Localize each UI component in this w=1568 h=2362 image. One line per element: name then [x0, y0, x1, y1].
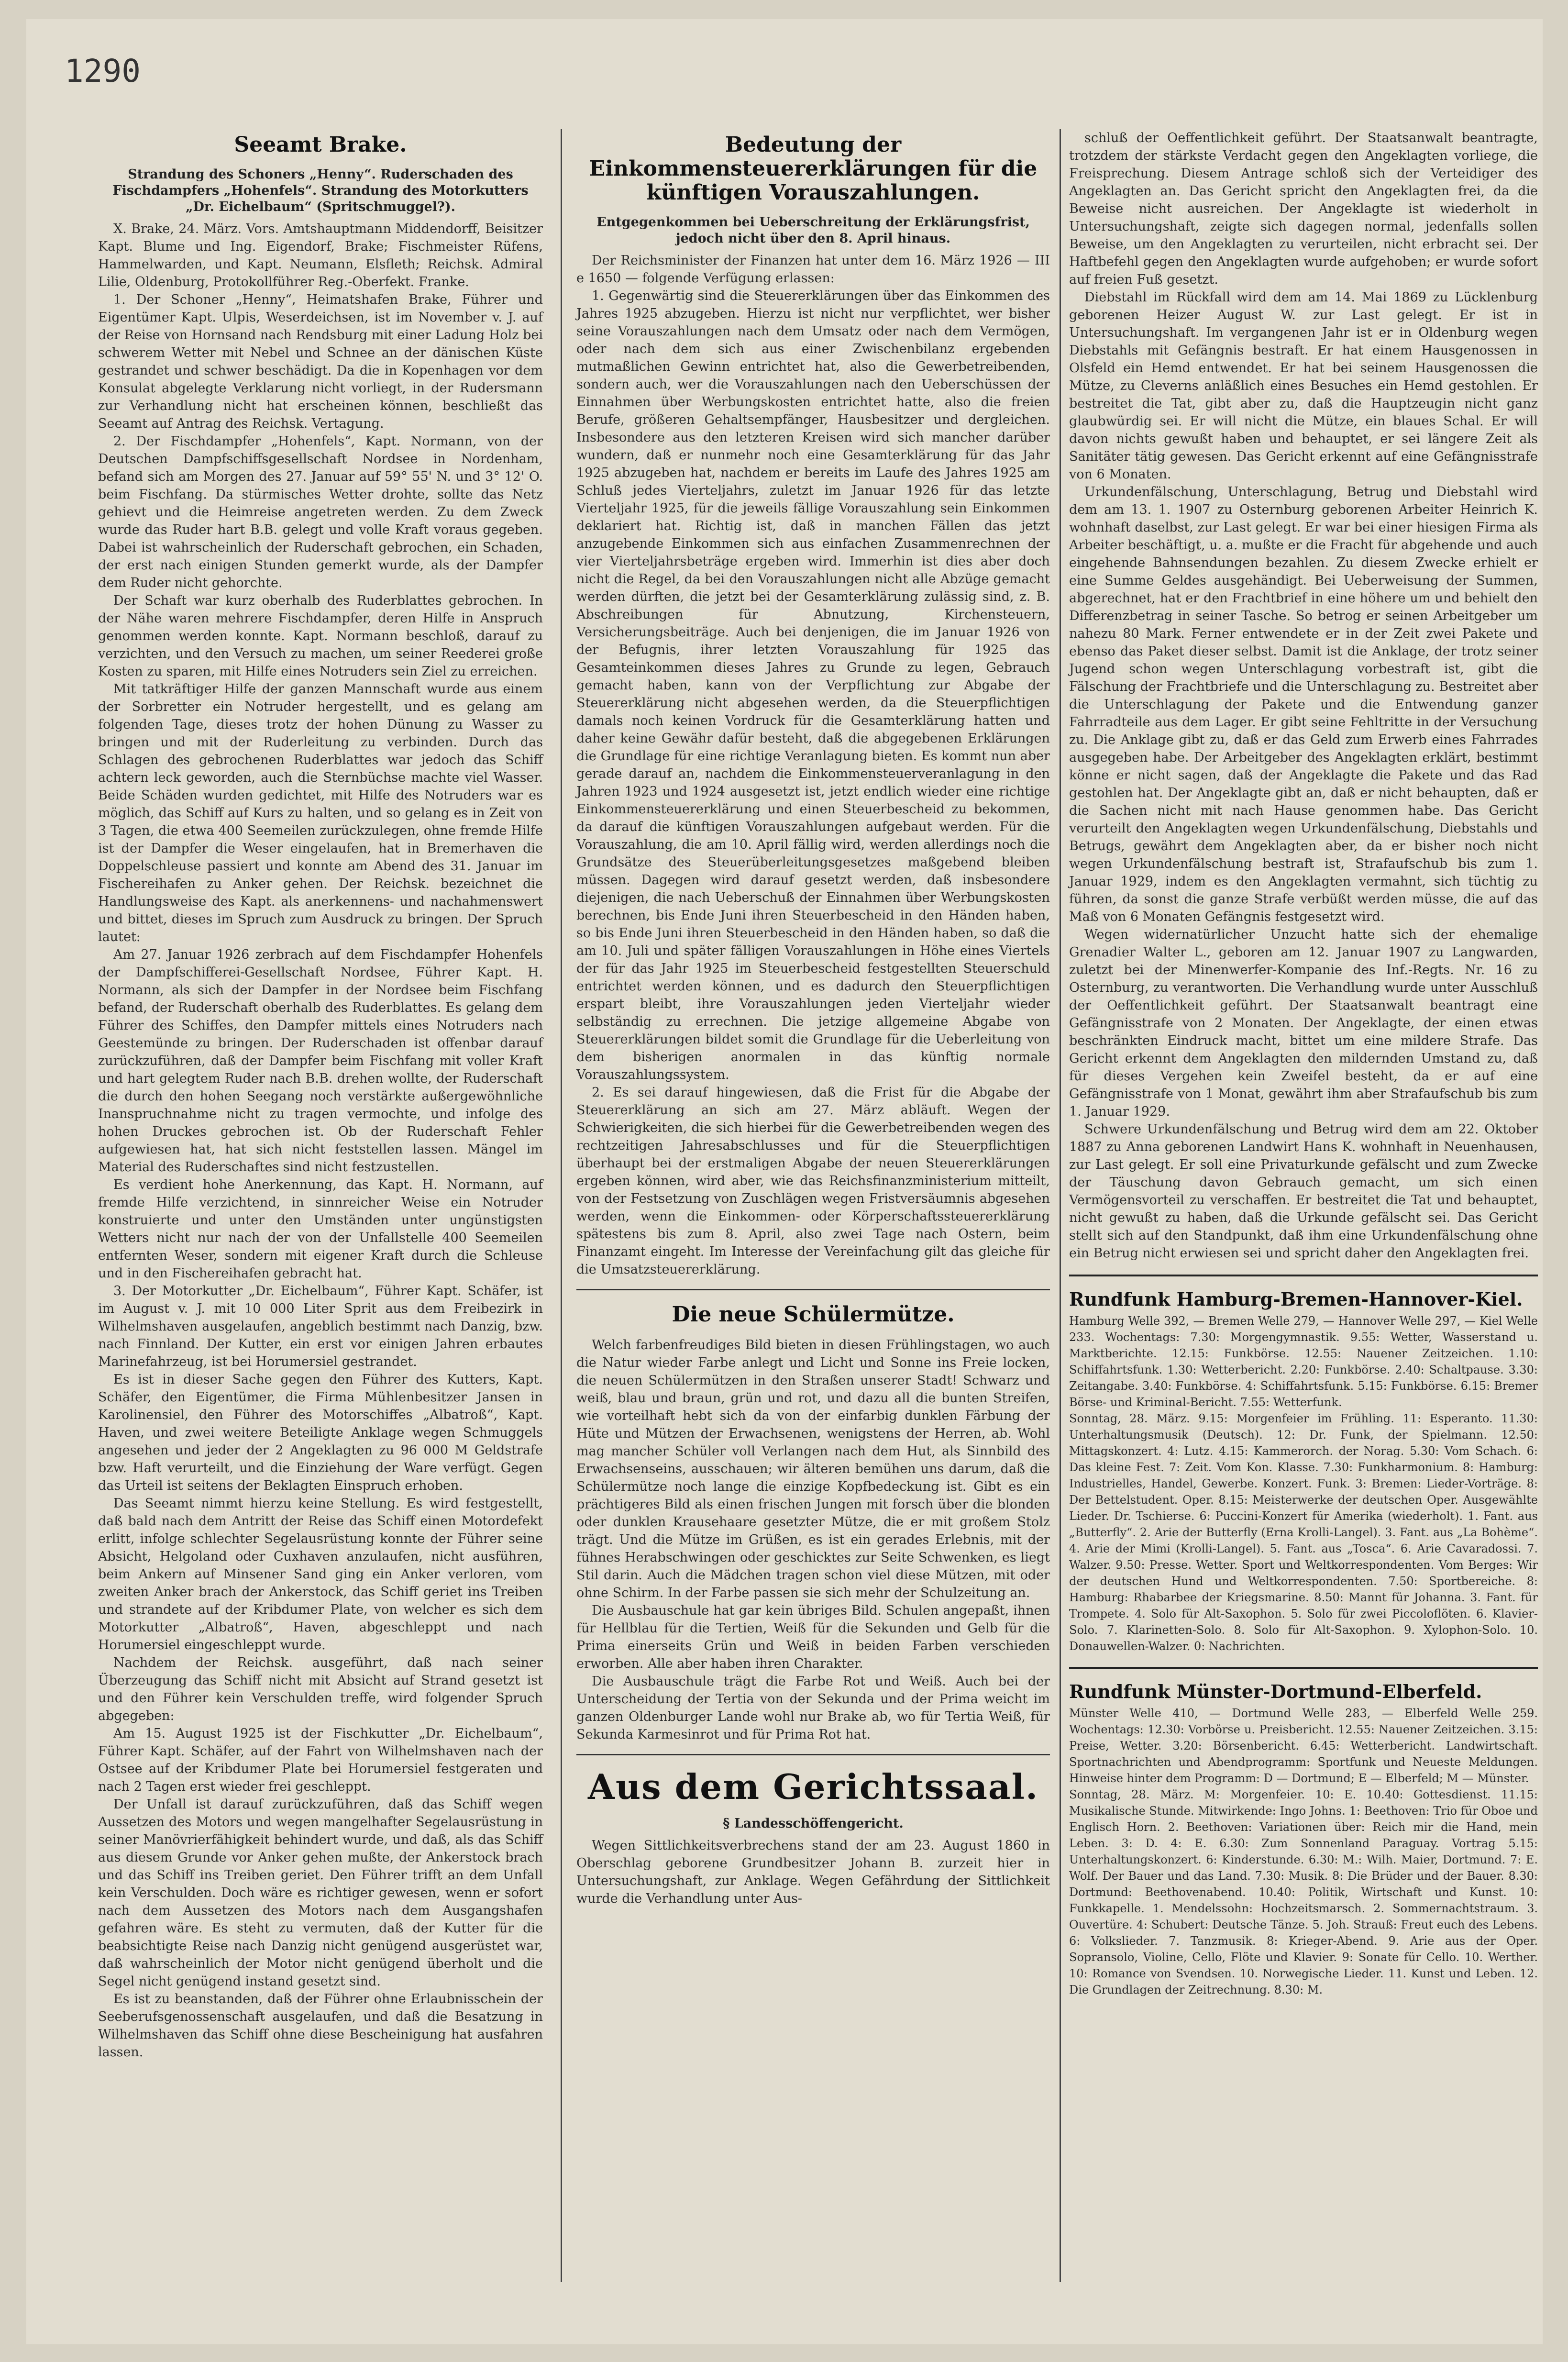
paragraph: Wegen Sittlichkeitsverbrechens stand der am 23. August 1860 in Oberschlag geborene Grundbesitzer Johann B. zurzeit hier in Untersuchungshaft, zur Anklage. Wegen Gefährdung der Sittlichkeit wurde die Verhandlung unter Aus- [576, 1838, 1050, 1906]
paragraph: 3. Der Motorkutter „Dr. Eichelbaum“, Führer Kapt. Schäfer, ist im August v. J. mit 10 000 Liter Sprit aus dem Freibezirk in Wilhelmshaven ausgelaufen, angeblich bestimmt nach Danzig, bzw. nach Finnland. Der Kutter, ein erst vor einigen Jahren erbautes Marinefahrzeug, ist bei Horumersiel gestrandet. [98, 1284, 543, 1369]
paragraph: Der Unfall ist darauf zurückzuführen, daß das Schiff wegen Aussetzen des Motors und wegen mangelhafter Segelausrüstung in seiner Manövrierfähigkeit behindert wurde, und daß, als das Schiff aus diesem Grunde vor Anker gehen mußte, der Ankerstock brach und das Schiff ins Treiben geriet. Den Führer trifft an dem Unfall kein Verschulden. Doch wäre es richtiger gewesen, wenn er sofort nach dem Aussetzen des Motors nach dem Ausgangshafen gefahren wäre. Es steht zu vermuten, daß der Kutter für die beabsichtigte Reise nach Danzig nicht genügend ausgerüstet war, daß wahrscheinlich der Motor nicht genügend überholt und die Segel nicht genügend instand gesetzt sind. [98, 1797, 543, 1989]
paragraph: Der Schaft war kurz oberhalb des Ruderblattes gebrochen. In der Nähe waren mehrere Fischdampfer, deren Hilfe in Anspruch genommen werden konnte. Kapt. Normann beschloß, darauf zu verzichten, und den Versuch zu machen, um seiner Reederei große Kosten zu sparen, mit Hilfe eines Notruders sein Ziel zu erreichen. [98, 593, 543, 679]
column-seeamt [98, 129, 543, 2061]
article-body-schuelermuetze [576, 1336, 1050, 1743]
paragraph: 1. Gegenwärtig sind die Steuererklärungen über das Einkommen des Jahres 1925 abzugeben. Hierzu ist nicht nur verpflichtet, wer bisher seine Vorauszahlungen nach dem Umsatz oder nach dem Vermögen, oder nach dem sich aus einer Zwischenbilanz ergebenden mutmaßlichen Gewinn entrichtet hat, also die Gewerbetreibenden, sondern auch, wer die Vorauszahlungen nach den Ueberschüssen der Einnahmen über Werbungskosten entrichtet hatte, also die freien Berufe, größeren Gehaltsempfänger, Hausbesitzer und dergleichen. Insbesondere aus den letzteren Kreisen wird sich mancher darüber wundern, daß er nunmehr noch eine Gesamterklärung für das Jahr 1925 abzugeben hat, nachdem er bereits im Laufe des Jahres 1925 am Schluß jedes Vierteljahrs, zuletzt im Januar 1926 für das letzte Vierteljahr 1925, für die jeweils fällige Vorauszahlung sein Einkommen deklariert hat. Richtig ist, daß in manchen Fällen das jetzt anzugebende Einkommen sich aus einfachen Zusammenrechnen der vier Vierteljahrsbeträge ergeben wird. Immerhin ist dies aber doch nicht die Regel, da bei den Vorauszahlungen nicht alle Abzüge gemacht werden dürften, die jetzt bei der Gesamterklärung zulässig sind, z. B. Abschreibungen für Abnutzung, Kirchensteuern, Versicherungsbeiträge. Auch bei denjenigen, die im Januar 1926 von der Befugnis, ihrer letzten Vorauszahlung für 1925 das Gesamteinkommen dieses Jahres zu Grunde zu legen, Gebrauch gemacht haben, kann von der Verpflichtung zur Abgabe der Steuererklärung nicht abgesehen werden, da die Steuerpflichtigen damals noch keinen Vordruck für die Gesamterklärung hatten und daher keine Gewähr dafür besteht, daß die abgegebenen Erklärungen die Grundlage für eine richtige Veranlagung bieten. Es kommt nun aber gerade darauf an, nachdem die Einkommensteuerveranlagung in den Jahren 1923 und 1924 ausgesetzt ist, jetzt endlich wieder eine richtige Einkommensteuererklärung und einen Steuerbescheid zu bekommen, da darauf die künftigen Vorauszahlungen aufgebaut werden. Für die Vorauszahlung, die am 10. April fällig wird, werden allerdings noch die Grundsätze des Steuerüberleitungsgesetzes maßgebend bleiben müssen. Dagegen wird darauf gesetzt werden, daß insbesondere diejenigen, die nach Ueberschuß der Einnahmen über Werbungskosten berechnen, bis Ende Juni ihren Steuerbescheid in den Händen haben, so bis Ende Juni ihren Steuerbescheid in den Händen haben, so daß die am 10. Juli und später fälligen Vorauszahlungen in Höhe eines Viertels der für das Jahr 1925 im Steuerbescheid festgestellten Steuerschuld entrichtet werden können, und es dadurch den Steuerpflichtigen erspart bleibt, ihre Vorauszahlungen jeden Vierteljahr wieder selbständig zu errechnen. Die jetzige allgemeine Abgabe von Steuererklärungen bildet somit die Grundlage für die Ueberleitung von dem bisherigen anormalen in das künftig normale Vorauszahlungssystem. [576, 288, 1050, 1082]
paragraph: Es ist in dieser Sache gegen den Führer des Kutters, Kapt. Schäfer, den Eigentümer, die Firma Mühlenbesitzer Jansen in Karolinensiel, den Führer des Motorschiffes „Albatroß“, Kapt. Haven, und zwei weitere Beteiligte Anklage wegen Schmuggels angesehen und jeder der 2 Angeklagten zu 96 000 M Geldstrafe bzw. Haft verurteilt, und die Einziehung der Ware verfügt. Gegen das Urteil ist seitens der Beklagten Einspruch erhoben. [98, 1372, 543, 1493]
paragraph: Urkundenfälschung, Unterschlagung, Betrug und Diebstahl wird dem am 13. 1. 1907 zu Osternburg geborenen Arbeiter Heinrich K. wohnhaft daselbst, zur Last gelegt. Er war bei einer hiesigen Firma als Arbeiter beschäftigt, u. a. mußte er die Fracht für abgehende und auch eingehende Bahnsendungen bezahlen. Zu diesem Zwecke erhielt er eine Summe Geldes ausgehändigt. Bei Ueberweisung der Summen, abgerechnet, hat er den Frachtbrief in eine höhere um und behielt den Differenzbetrag in seiner Tasche. So betrog er seinen Arbeitgeber um nahezu 80 Mark. Ferner entwendete er in der Zeit zwei Pakete und ebenso das Paket dieser selbst. Damit ist die Anklage, der trotz seiner Jugend schon wegen Unterschlagung vorbestraft ist, gibt die Fälschung der Frachtbriefe und die Unterschlagung zu. Bestreitet aber die Unterschlagung der Pakete und die Entwendung ganzer Fahrradteile aus dem Lager. Er gibt seine Fehltritte in der Versuchung zu. Die Anklage gibt zu, daß er das Geld zum Erwerb eines Fahrrades ausgegeben habe. Der Arbeitgeber des Angeklagten erklärt, bestimmt könne er nicht sagen, daß der Angeklagte die Pakete und das Rad gestohlen hat. Der Angeklagte gibt an, daß er nicht behaupten, daß er die Sachen nicht mit nach Hause genommen habe. Das Gericht verurteilt den Angeklagten wegen Urkundenfälschung, Diebstahls und Betrugs, gewährt dem Angeklagten aber, da er bisher noch nicht wegen Urkundenfälschung bestraft ist, Strafaufschub bis zum 1. Januar 1929, indem es den Angeklagten vermahnt, sich tüchtig zu führen, da sonst die ganze Strafe verbüßt werden müsse, die auf das Maß von 6 Monaten Gefängnis festgesetzt wird. [1069, 485, 1538, 924]
radio-title-muenster: Rundfunk Münster-Dortmund-Elberfeld. [1069, 1681, 1482, 1702]
paragraph: X. Brake, 24. März. Vors. Amtshauptmann Middendorff, Beisitzer Kapt. Blume und Ing. Eigendorf, Brake; Fischmeister Rüfens, Hammelwarden, und Kapt. Neumann, Elsfleth; Reichsk. Admiral Lilie, Oldenburg, Protokollführer Reg.-Oberfekt. Franke. [98, 222, 543, 289]
article-title-einkommensteuer: Bedeutung der Einkommensteuererklärungen für die künftigen Vorauszahlungen. [589, 133, 1038, 205]
column-rule-right [1060, 129, 1061, 2282]
divider [1069, 1667, 1538, 1669]
divider [1069, 1275, 1538, 1276]
paragraph: Es verdient hohe Anerkennung, das Kapt. H. Normann, auf fremde Hilfe verzichtend, in sinnreicher Weise ein Notruder konstruierte und unter den Umständen unter ungünstigsten Wetters nicht nur nach der von der Unfallstelle 400 Seemeilen entfernten Weser, sondern mit eigener Kraft durch die Schleuse und in den Fischereihafen gebracht hat. [98, 1177, 543, 1281]
paragraph: Nachdem der Reichsk. ausgeführt, daß nach seiner Überzeugung das Schiff nicht mit Absicht auf Strand gesetzt ist und den Führer kein Verschulden treffe, wird folgender Spruch abgegeben: [98, 1655, 543, 1723]
paragraph: 2. Der Fischdampfer „Hohenfels“, Kapt. Normann, von der Deutschen Dampfschiffsgesellschaft Nordsee in Nordenham, befand sich am Morgen des 27. Januar auf 59° 55' N. und 3° 12' O. beim Fischfang. Da stürmisches Wetter drohte, sollte das Netz gehievt und die Heimreise angetreten werden. Zu dem Zweck wurde das Ruder hart B.B. gelegt und volle Kraft voraus gegeben. Dabei ist wahrscheinlich der Ruderschaft gebrochen, ein Schaden, der erst nach einigen Stunden gemerkt wurde, als der Dampfer dem Ruder nicht gehorchte. [98, 434, 543, 590]
article-title-schuelermuetze: Die neue Schülermütze. [672, 1302, 955, 1327]
paragraph: Am 27. Januar 1926 zerbrach auf dem Fischdampfer Hohenfels der Dampfschifferei-Gesellschaft Nordsee, Führer Kapt. H. Normann, als sich der Dampfer in der Nordsee beim Fischfang befand, der Ruderschaft oberhalb des Ruderblattes. Es gelang dem Führer des Schiffes, den Dampfer mittels eines Notruders nach Geestemünde zu bringen. Der Ruderschaden ist offenbar darauf zurückzuführen, daß der Dampfer beim Fischfang mit voller Kraft und hart gelegtem Ruder nach B.B. drehen wollte, der Ruderschaft die durch den hohen Seegang noch verstärkte außergewöhnliche Inanspruchnahme nicht zu tragen vermochte, und infolge des hohen Druckes gebrochen ist. Ob der Ruderschaft Fehler aufgewiesen hat, hat sich nicht feststellen lassen. Mängel im Material des Ruderschaftes sind nicht festzustellen. [98, 947, 543, 1175]
article-body-gerichtssaal [576, 1837, 1050, 1907]
paragraph: Das Seeamt nimmt hierzu keine Stellung. Es wird festgestellt, daß bald nach dem Antritt der Reise das Schiff einen Motordefekt erlitt, infolge schlechter Segelausrüstung konnte der Führer seine Absicht, Helgoland oder Cuxhaven anzulaufen, nicht ausführen, beim Ankern auf Minsener Sand ging ein Anker verloren, vom zweiten Anker brach der Ankerstock, das Schiff geriet ins Treiben und strandete auf der Kribdumer Plate, von welcher es sich dem Motorkutter „Albatroß“, Haven, abgeschleppt und nach Horumersiel eingeschleppt wurde. [98, 1496, 543, 1652]
paragraph: Es ist zu beanstanden, daß der Führer ohne Erlaubnisschein der Seeberufsgenossenschaft ausgelaufen, und daß die Besatzung in Wilhelmshaven das Schiff ohne diese Bescheinigung hat ausfahren lassen. [98, 1992, 543, 2060]
divider [576, 1754, 1050, 1755]
radio-program-muenster [1069, 1681, 1538, 1998]
article-body-gericht-continued [1069, 129, 1538, 1262]
radio-text-muenster: Münster Welle 410, — Dortmund Welle 283, — Elberfeld Welle 259. Wochentags: 12.30: Vorbörse u. Preisbericht. 12.55: Nauener Zeitzeichen. 3.15: Preise, Wetter. 3.20: Börsenbericht. 6.45: Wetterbericht. Landwirtschaft. Sportnachrichten und Abendprogramm: Sportfunk und Neueste Meldungen. Hinweise hinter dem Programm: D — Dortmund; E — Elberfeld; M — Münster. Sonntag, 28. März. M: Morgenfeier. 10: E. 10.40: Gottesdienst. 11.15: Musikalische Stunde. Mitwirkende: Ingo Johns. 1: Beethoven: Trio für Oboe und Englisch Horn. 2. Beethoven: Variationen über: Reich mir die Hand, mein Leben. 3: D. 4: E. 6.30: Zum Sonnenland Paraguay. Vortrag 5.15: Unterhaltungskonzert. 6: Kinderstunde. 6.30: M.: Wilh. Maier, Dortmund. 7: E. Wolf. Der Bauer und das Land. 7.30: Musik. 8: Die Brüder und der Bauer. 8.30: Dortmund: Beethovenabend. 10.40: Politik, Wirtschaft und Kunst. 10: Funkkapelle. 1. Mendelssohn: Hochzeitsmarsch. 2. Sommernachtstraum. 3. Ouvertüre. 4: Schubert: Deutsche Tänze. 5. Joh. Strauß: Freut euch des Lebens. 6: Volkslieder. 7. Tanzmusik. 8: Krieger-Abend. 9. Arie aus der Oper. Sopransolo, Violine, Cello, Flöte und Klavier. 9: Sonate für Cello. 10. Werther. 10: Romance von Svendsen. 10. Norwegische Lieder. 11. Kunst und Leben. 12. Die Grundlagen der Zeitrechnung. 8.30: M. [1069, 1707, 1538, 1996]
paragraph: 1. Der Schoner „Henny“, Heimatshafen Brake, Führer und Eigentümer Kapt. Ulpis, Weserdeichsen, ist im November v. J. auf der Reise von Hornsand nach Rendsburg mit einer Ladung Holz bei schwerem Wetter mit Nebel und Schnee an der dänischen Küste gestrandet und schwer beschädigt. Da die in Kopenhagen vor dem Konsulat abgelegte Verklarung nicht vorliegt, in der Rudersmann zur Verhandlung nicht hat erscheinen können, beschließt das Seeamt auf Antrag des Reichsk. Vertagung. [98, 292, 543, 431]
column-einkommensteuer [576, 129, 1050, 1907]
page-number: 1290 [65, 53, 141, 89]
radio-title-hamburg: Rundfunk Hamburg-Bremen-Hannover-Kiel. [1069, 1288, 1523, 1310]
column-gericht-rundfunk [1069, 129, 1538, 1998]
article-subtitle-seeamt: Strandung des Schoners „Henny“. Ruderschaden des Fischdampfers „Hohenfels“. Strandung des Motorkutters „Dr. Eichelbaum“ (Spritschmuggel?). [112, 167, 529, 214]
newspaper-page [26, 19, 1543, 2344]
paragraph: Der Reichsminister der Finanzen hat unter dem 16. März 1926 — III e 1650 — folgende Verfügung erlassen: [576, 253, 1050, 286]
article-subtitle-gerichtssaal: § Landesschöffengericht. [723, 1816, 904, 1831]
paragraph: Mit tatkräftiger Hilfe der ganzen Mannschaft wurde aus einem der Sorbretter ein Notruder hergestellt, und es gelang am folgenden Tage, dieses trotz der hohen Dünung zu Wasser zu bringen und mit der Ruderleitung zu verbinden. Durch das Schlagen des gebrochenen Ruderblattes war jedoch das Schiff achtern leck geworden, auch die Sternbüchse machte viel Wasser. Beide Schäden wurden gedichtet, mit Hilfe des Notruders war es möglich, das Schiff auf Kurs zu halten, und so gelang es in Zeit von 3 Tagen, die etwa 400 Seemeilen zurückzulegen, ohne fremde Hilfe ist der Dampfer die Weser eingelaufen, hat in Bremerhaven die Doppelschleuse passiert und konnte am Abend des 31. Januar im Fischereihafen zu Anker gehen. Der Reichsk. bezeichnet die Handlungsweise des Kapt. als anerkennens- und nachahmenswert und bittet, dieses im Spruch zum Ausdruck zu bringen. Der Spruch lautet: [98, 682, 543, 944]
article-title-gerichtssaal: Aus dem Gerichtssaal. [587, 1766, 1039, 1807]
column-rule-left [561, 129, 562, 2282]
paragraph: schluß der Oeffentlichkeit geführt. Der Staatsanwalt beantragte, trotzdem der stärkste Verdacht gegen den Angeklagten vorliege, die Freisprechung. Diesem Antrage schloß sich der Verteidiger des Angeklagten an. Das Gericht spricht den Angeklagten frei, da die Beweise nicht ausreichen. Der Angeklagte ist wiederholt in Untersuchungshaft, zeigte sich dagegen normal, jedenfalls sollen Beweise, um den Angeklagten zu verurteilen, nicht erbracht sei. Der Haftbefehl gegen den Angeklagten wurde aufgehoben; er wurde sofort auf freien Fuß gesetzt. [1069, 131, 1538, 287]
article-subtitle-einkommensteuer: Entgegenkommen bei Ueberschreitung der Erklärungsfrist, jedoch nicht über den 8. April hinaus. [596, 215, 1030, 246]
paragraph: Die Ausbauschule hat gar kein übriges Bild. Schulen angepaßt, ihnen für Hellblau für die Tertien, Weiß für die Sekunden und Gelb für die Prima einerseits Grün und Weiß in beiden Farben verschieden erworben. Alle aber haben ihren Charakter. [576, 1603, 1050, 1671]
paragraph: Die Ausbauschule trägt die Farbe Rot und Weiß. Auch bei der Unterscheidung der Tertia von der Sekunda und der Prima weicht im ganzen Oldenburger Lande wohl nur Brake ab, wo für Tertia Weiß, für Sekunda Karmesinrot und für Prima Rot hat. [576, 1674, 1050, 1742]
paragraph: Wegen widernatürlicher Unzucht hatte sich der ehemalige Grenadier Walter L., geboren am 12. Januar 1907 zu Langwarden, zuletzt bei der Minenwerfer-Kompanie des Inf.-Regts. Nr. 16 zu Osternburg, zu verantworten. Die Verhandlung wurde unter Ausschluß der Oeffentlichkeit geführt. Der Staatsanwalt beantragt eine Gefängnisstrafe von 2 Monaten. Der Angeklagte, der einen etwas beschränkten Eindruck macht, bittet um eine mildere Strafe. Das Gericht erkennt dem Angeklagten den mildernden Umstand zu, daß für dieses Vergehen kein Zweifel besteht, da er auf eine Gefängnisstrafe von 1 Monat, gewährt ihm aber Strafaufschub bis zum 1. Januar 1929. [1069, 927, 1538, 1119]
paragraph: Am 15. August 1925 ist der Fischkutter „Dr. Eichelbaum“, Führer Kapt. Schäfer, auf der Fahrt von Wilhelmshaven nach der Ostsee auf der Kribdumer Plate bei Horumersiel festgeraten und nach 2 Tagen erst wieder frei geschleppt. [98, 1726, 543, 1794]
paragraph: 2. Es sei darauf hingewiesen, daß die Frist für die Abgabe der Steuererklärung an sich am 27. März abläuft. Wegen der Schwierigkeiten, die sich hierbei für die Gewerbetreibenden wegen des rechtzeitigen Jahresabschlusses und für die Steuerpflichtigen überhaupt bei der erstmaligen Abgabe der neuen Steuererklärungen ergeben können, wird aber, wie das Reichsfinanzministerium mitteilt, von der Festsetzung von Zuschlägen wegen Fristversäumnis abgesehen werden, wenn die Einkommen- oder Körperschaftssteuererklärung spätestens bis zum 8. April, also zwei Tage nach Ostern, beim Finanzamt eingeht. Im Interesse der Vereinfachung gilt das gleiche für die Umsatzsteuererklärung. [576, 1085, 1050, 1277]
paragraph: Schwere Urkundenfälschung und Betrug wird dem am 22. Oktober 1887 zu Anna geborenen Landwirt Hans K. wohnhaft in Neuenhausen, zur Last gelegt. Er soll eine Privaturkunde gefälscht und zum Zwecke der Täuschung davon Gebrauch gemacht, um sich einen Vermögensvorteil zu verschaffen. Er bestreitet die Tat und behauptet, nicht gewußt zu haben, daß die Urkunde gefälscht sei. Das Gericht stellt sich auf den Standpunkt, daß ihm eine Urkundenfälschung ohne ein Betrug nicht erwiesen sei und spricht daher den Angeklagten frei. [1069, 1122, 1538, 1261]
radio-text-hamburg: Hamburg Welle 392, — Bremen Welle 279, — Hannover Welle 297, — Kiel Welle 233. Wochentags: 7.30: Morgengymnastik. 9.55: Wetter, Wasserstand u. Marktberichte. 12.15: Funkbörse. 12.55: Nauener Zeitzeichen. 1.10: Schiffahrtsfunk. 1.30: Wetterbericht. 2.20: Funkbörse. 2.40: Schaltpause. 3.30: Zeitangabe. 3.40: Funkbörse. 4: Schiffahrtsfunk. 5.15: Funkbörse. 6.15: Bremer Börse- und Kriminal-Bericht. 7.55: Wetterfunk. Sonntag, 28. März. 9.15: Morgenfeier im Frühling. 11: Esperanto. 11.30: Unterhaltungsmusik (Deutsch). 12: Dr. Funk, der Spielmann. 12.50: Mittagskonzert. 4: Lutz. 4.15: Kammerorch. der Norag. 5.30: Vom Schach. 6: Das kleine Fest. 7: Zeit. Vom Kon. Klasse. 7.30: Funkharmonium. 8: Hamburg: Industrielles, Handel, Gewerbe. Konzert. Funk. 3: Bremen: Lieder-Vorträge. 8: Der Bettelstudent. Oper. 8.15: Meisterwerke der deutschen Oper. Ausgewählte Lieder. Dr. Tschierse. 6: Puccini-Konzert für Amerika (wiederholt). 1. Fant. aus „Butterfly“. 2. Arie der Butterfly (Erna Krolli-Langel). 3. Fant. aus „La Bohème“. 4. Arie der Mimi (Krolli-Langel). 5. Fant. aus „Tosca“. 6. Arie Cavaradossi. 7. Walzer. 9.50: Presse. Wetter. Sport und Weltkorrespondenten. Vom Berges: Wir der deutschen Hund und Weltkorrespondenten. 7.50: Sportbereiche. 8: Hamburg: Rhabarbee der Kriegsmarine. 8.50: Mannt für Johanna. 3. Fant. für Trompete. 4. Solo für Alt-Saxophon. 5. Solo für zwei Piccoloflöten. 6. Klavier-Solo. 7. Klarinetten-Solo. 8. Solo für Alt-Saxophon. 9. Xylophon-Solo. 10. Donauwellen-Walzer. 0: Nachrichten. [1069, 1314, 1538, 1653]
divider [576, 1289, 1050, 1290]
article-body-seeamt [98, 220, 543, 2061]
radio-program-hamburg [1069, 1289, 1538, 1654]
paragraph: Welch farbenfreudiges Bild bieten in diesen Frühlingstagen, wo auch die Natur wieder Farbe anlegt und Licht und Sonne ins Freie locken, die neuen Schülermützen in den Straßen unserer Stadt! Schwarz und weiß, blau und braun, grün und rot, und dazu all die bunten Streifen, wie vorteilhaft hebt sich da von der einfarbig dunklen Färbung der Hüte und Mützen der Erwachsenen, wenigstens der Herren, ab. Wohl mag mancher Schüler voll Verlangen nach dem Hut, als Sinnbild des Erwachsenseins, ausschauen; wir älteren bemühen uns darum, daß die Schülermütze noch lange die einzige Kopfbedeckung ist. Gibt es ein prächtigeres Bild als einen frischen Jungen mit forsch über die blonden oder dunklen Krausehaare gesetzter Mütze, die er mit großem Stolz trägt. Und die Mütze im Grüßen, es ist ein gerades Erlebnis, mit der fühnes Herabschwingen oder geschicktes zur Seite Schwenken, es liegt Stil darin. Auch die Mädchen tragen schon viel diese Mützen, mit oder ohne Schirm. In der Farbe passen sie sich mehr der Schulzeitung an. [576, 1338, 1050, 1600]
article-title-seeamt: Seeamt Brake. [234, 133, 407, 157]
article-body-einkommensteuer [576, 252, 1050, 1278]
paragraph: Diebstahl im Rückfall wird dem am 14. Mai 1869 zu Lücklenburg geborenen Heizer August W. zur Last gelegt. Er ist in Untersuchungshaft. Im vergangenen Jahr ist er in Oldenburg wegen Diebstahls mit Gefängnis bestraft. Er hat einem Hausgenossen in Olsfeld ein Hemd entwendet. Er hat bei seinem Hausgenossen die Mütze, zu Cleverns anläßlich eines Besuches ein Hemd gestohlen. Er bestreitet die Tat, gibt aber zu, daß die Hauptzeugin nicht ganz glaubwürdig sei. Er will nicht die Mütze, ein blaues Schal. Er will davon nichts gewußt haben und behauptet, er sei längere Zeit als Sanitäter tätig gewesen. Das Gericht erkennt auf eine Gefängnisstrafe von 6 Monaten. [1069, 290, 1538, 482]
